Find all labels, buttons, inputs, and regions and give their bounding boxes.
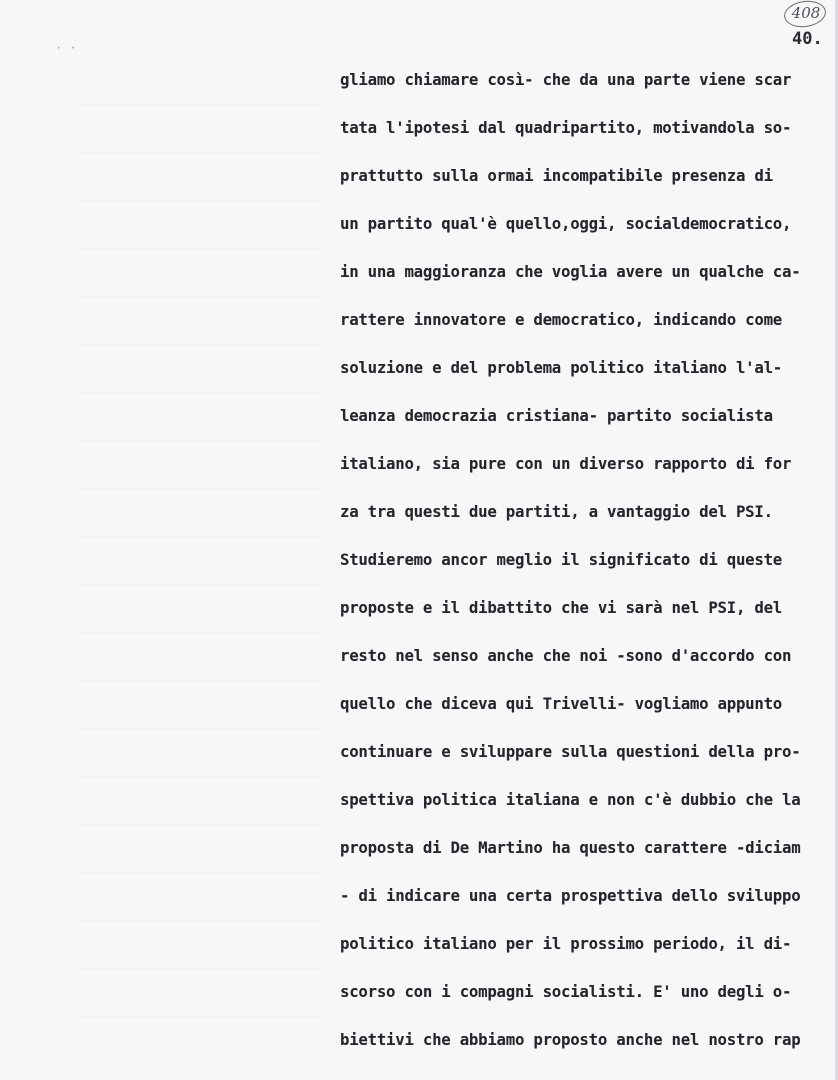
text-line: rattere innovatore e democratico, indicando come [340, 311, 782, 329]
paper-bleed-through [80, 60, 320, 1060]
archive-number: 408 [780, 0, 832, 26]
text-line: proposta di De Martino ha questo carattere -diciam [340, 839, 801, 857]
text-line: continuare e sviluppare sulla questioni della pro- [340, 743, 801, 761]
typed-text-block [340, 56, 838, 1064]
text-line: tata l'ipotesi dal quadripartito, motivandola so- [340, 119, 792, 137]
text-line: politico italiano per il prossimo periodo, il di- [340, 935, 792, 953]
text-line: leanza democrazia cristiana- partito socialista [340, 407, 773, 425]
text-line: proposte e il dibattito che vi sarà nel PSI, del [340, 599, 782, 617]
text-line: quello che diceva qui Trivelli- vogliamo appunto [340, 695, 782, 713]
text-line: italiano, sia pure con un diverso rapporto di for [340, 455, 792, 473]
text-line: soluzione e del problema politico italiano l'al- [340, 359, 782, 377]
text-line: gliamo chiamare così- che da una parte viene scar [340, 71, 792, 89]
text-line: scorso con i compagni socialisti. E' uno degli o- [340, 983, 792, 1001]
text-line: prattutto sulla ormai incompatibile presenza di [340, 167, 773, 185]
text-line: za tra questi due partiti, a vantaggio del PSI. [340, 503, 773, 521]
text-line: resto nel senso anche che noi -sono d'accordo con [340, 647, 792, 665]
text-line: Studieremo ancor meglio il significato di queste [340, 551, 782, 569]
text-line: - di indicare una certa prospettiva dello sviluppo [340, 887, 801, 905]
text-line: in una maggioranza che voglia avere un qualche ca- [340, 263, 801, 281]
text-line: un partito qual'è quello,oggi, socialdemocratico, [340, 215, 792, 233]
page-number: 40. [792, 29, 823, 49]
text-line: spettiva politica italiana e non c'è dubbio che la [340, 791, 801, 809]
text-line: biettivi che abbiamo proposto anche nel nostro rap [340, 1031, 801, 1049]
margin-marks: · · [55, 41, 77, 55]
